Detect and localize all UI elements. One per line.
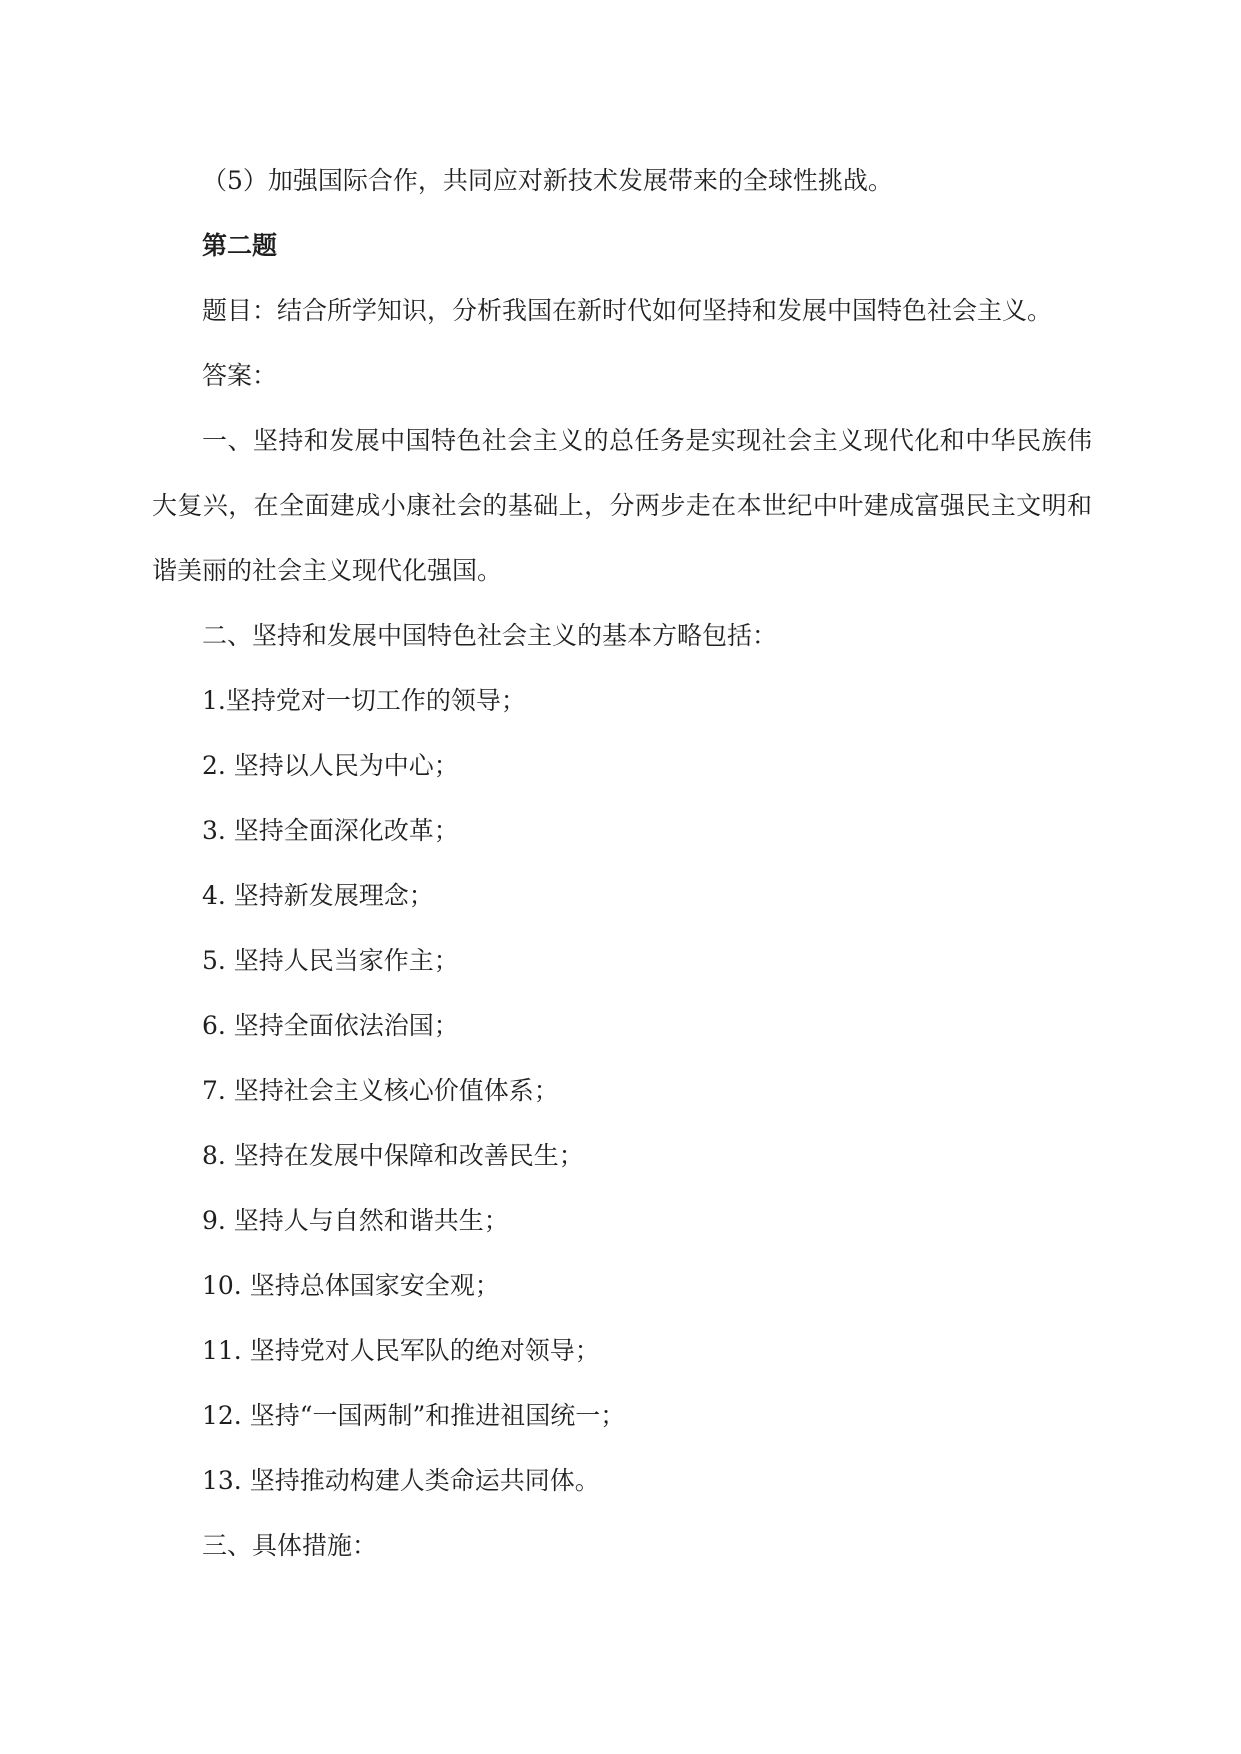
list-item: 13. 坚持推动构建人类命运共同体。 (202, 1466, 600, 1495)
answer-label: 答案： (202, 361, 278, 390)
answer-part-two-intro: 二、坚持和发展中国特色社会主义的基本方略包括： (202, 621, 778, 650)
list-item: 9. 坚持人与自然和谐共生； (202, 1206, 509, 1235)
list-item: 1.坚持党对一切工作的领导； (202, 686, 526, 715)
list-item: 2. 坚持以人民为中心； (202, 751, 459, 780)
list-item: 3. 坚持全面深化改革； (202, 816, 459, 845)
list-item: 8. 坚持在发展中保障和改善民生； (202, 1141, 584, 1170)
list-item: 5. 坚持人民当家作主； (202, 946, 459, 975)
list-item: 10. 坚持总体国家安全观； (202, 1271, 500, 1300)
list-item: 6. 坚持全面依法治国； (202, 1011, 459, 1040)
document-body (152, 148, 1092, 1578)
answer-part-one: 一、坚持和发展中国特色社会主义的总任务是实现社会主义现代化和中华民族伟大复兴，在全面建成小康社会的基础上，分两步走在本世纪中叶建成富强民主文明和谐美丽的社会主义现代化强国。 (152, 426, 1092, 585)
answer-part-three-heading: 三、具体措施： (202, 1531, 378, 1560)
paragraph-international-cooperation: （5）加强国际合作，共同应对新技术发展带来的全球性挑战。 (202, 166, 893, 195)
question-prompt: 题目：结合所学知识，分析我国在新时代如何坚持和发展中国特色社会主义。 (202, 296, 1053, 325)
list-item: 12. 坚持“一国两制”和推进祖国统一； (202, 1401, 626, 1430)
list-item: 4. 坚持新发展理念； (202, 881, 434, 910)
list-item: 11. 坚持党对人民军队的绝对领导； (202, 1336, 600, 1365)
list-item: 7. 坚持社会主义核心价值体系； (202, 1076, 559, 1105)
section-heading-question-two: 第二题 (202, 231, 278, 260)
